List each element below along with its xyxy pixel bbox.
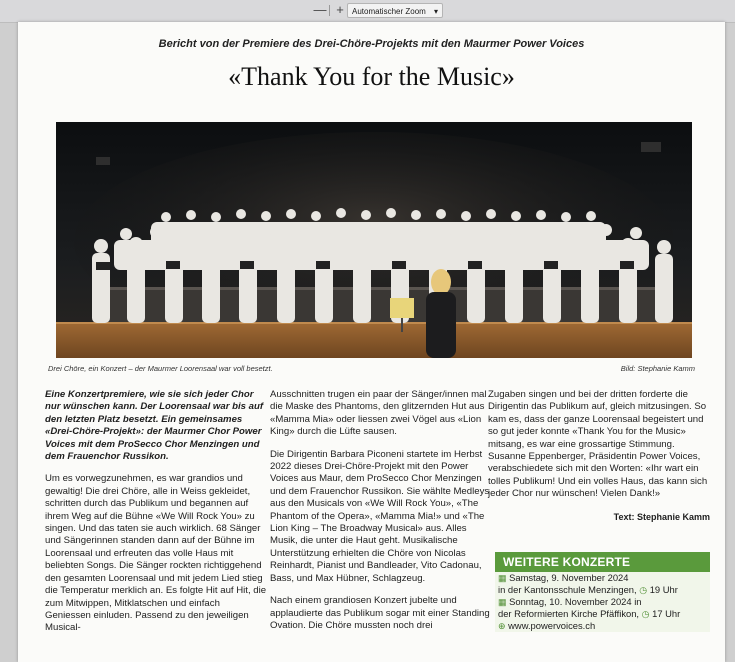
article-paragraph: Zugaben singen und bei der dritten forderte die Dirigentin das Publikum auf, gleich mitzusingen. So kam es, dass der ganze Loorensaal begeistert und so gut jeder konnte «Thank You for the Music» mitsang, es war eine grossartige Stimmung. Susanne Eppenberger, Präsidentin Power Voices, verabschiedete sich mit den Worten: «Ihr wart ein tolles Publikum! Und ein volles Haus, das kann sich jeder Chor nur wünschen! Vielen Dank!» xyxy=(488,389,708,500)
event-item xyxy=(495,596,710,620)
zoom-in-button[interactable]: + xyxy=(336,2,344,17)
article-kicker: Bericht von der Premiere des Drei-Chöre-Projekts mit den Maurmer Power Voices xyxy=(158,38,585,50)
clock-icon: ◷ xyxy=(641,609,650,619)
choir-photo-illustration xyxy=(56,122,692,358)
viewer-toolbar xyxy=(0,0,735,23)
globe-icon: ⊕ xyxy=(498,621,506,631)
article-lead: Eine Konzertpremiere, wie sie sich jeder Chor nur wünschen kann. Der Loorensaal war bis auf den letzten Platz besetzt. Ein gemeinsames «Drei-Chöre-Projekt»: der Maurmer Chor Power Voices mit dem ProSecco Chor Menzingen und dem Frauenchor Russikon. xyxy=(45,389,264,463)
document-page xyxy=(18,22,725,662)
choir-photo xyxy=(56,122,692,358)
clock-icon: ◷ xyxy=(639,585,648,595)
article-column-2 xyxy=(270,389,492,642)
article-paragraph: Die Dirigentin Barbara Piconeni startete im Herbst 2022 dieses Drei-Chöre-Projekt mit den Power Voices aus Maur, dem ProSecco Chor Menzingen und dem Frauenchor Russikon. Sie wählte Medleys aus den Musicals von «We Will Rock You», «The Phantom of the Opera», «Mamma Mia!» und «The Lion King – The Broadway Musical» aus. Alles Musik, die unter die Haut geht. Musikalische Unterstützung erhielten die Chöre von Nicolas Reinhardt, Pianist und Bandleader, Vito Cadonau, Bass, und Max Hübner, Schlagzeug. xyxy=(270,448,490,584)
event-place: der Reformierten Kirche Pfäffikon, xyxy=(498,608,640,619)
photo-credit: Bild: Stephanie Kamm xyxy=(620,364,695,373)
article-paragraph: Ausschnitten trugen ein paar der Sänger/innen mal die Maske des Phantoms, den glitzernden Hut aus «Mamma Mia» oder liessen zwei Vögel aus «Lion King» durch die Lüfte sausen. xyxy=(270,389,487,438)
event-time: 17 Uhr xyxy=(652,608,681,619)
zoom-select[interactable] xyxy=(347,3,443,18)
article-paragraph: Nach einem grandiosen Konzert jubelte und applaudierte das Publikum sogar mit einer Standing Ovation. Die Chöre mussten noch drei xyxy=(270,595,490,631)
event-date: Sonntag, 10. November 2024 in xyxy=(509,596,642,607)
article-paragraph: Um es vorwegzunehmen, es war grandios und gewaltig! Die drei Chöre, alle in Weiss gekleidet, schritten durch das Publikum und begannen auf ihrem Weg auf die Bühne «We Will Rock You» zu singen. Und das taten sie auch wirklich. 68 Sänger und Sängerinnen standen dann auf der Bühne im Loorensaal und erfreuten das volle Haus mit beliebten Songs. Die Sänger rockten richtiggehend den gesamten Loorensaal und mit jedem Lied stieg die Temperatur merklich an. Es folgte Hit auf Hit, die zum Mitwippen, Mitklatschen und einfach Geniessen einluden. Passend zu den jeweiligen Musical- xyxy=(45,473,267,634)
toolbar-divider xyxy=(329,5,330,16)
event-item xyxy=(495,572,710,596)
text-credit: Text: Stephanie Kamm xyxy=(613,511,710,522)
event-website xyxy=(495,620,710,632)
website-link[interactable]: www.powervoices.ch xyxy=(508,620,596,631)
event-time: 19 Uhr xyxy=(649,584,678,595)
events-heading: WEITERE KONZERTE xyxy=(495,552,710,572)
article-column-1 xyxy=(45,389,267,645)
photo-caption: Drei Chöre, ein Konzert – der Maurmer Loorensaal war voll besetzt. xyxy=(48,364,273,373)
zoom-select-value: Automatischer Zoom xyxy=(352,7,426,16)
events-box xyxy=(495,552,710,632)
event-place: in der Kantonsschule Menzingen, xyxy=(498,584,637,595)
event-date: Samstag, 9. November 2024 xyxy=(509,572,629,583)
zoom-out-button[interactable]: — xyxy=(313,2,327,17)
article-column-3 xyxy=(488,389,710,523)
chevron-down-icon: ▾ xyxy=(433,7,438,16)
calendar-icon: ▦ xyxy=(498,597,507,607)
article-title: «Thank You for the Music» xyxy=(228,62,515,91)
calendar-icon: ▦ xyxy=(498,573,507,583)
